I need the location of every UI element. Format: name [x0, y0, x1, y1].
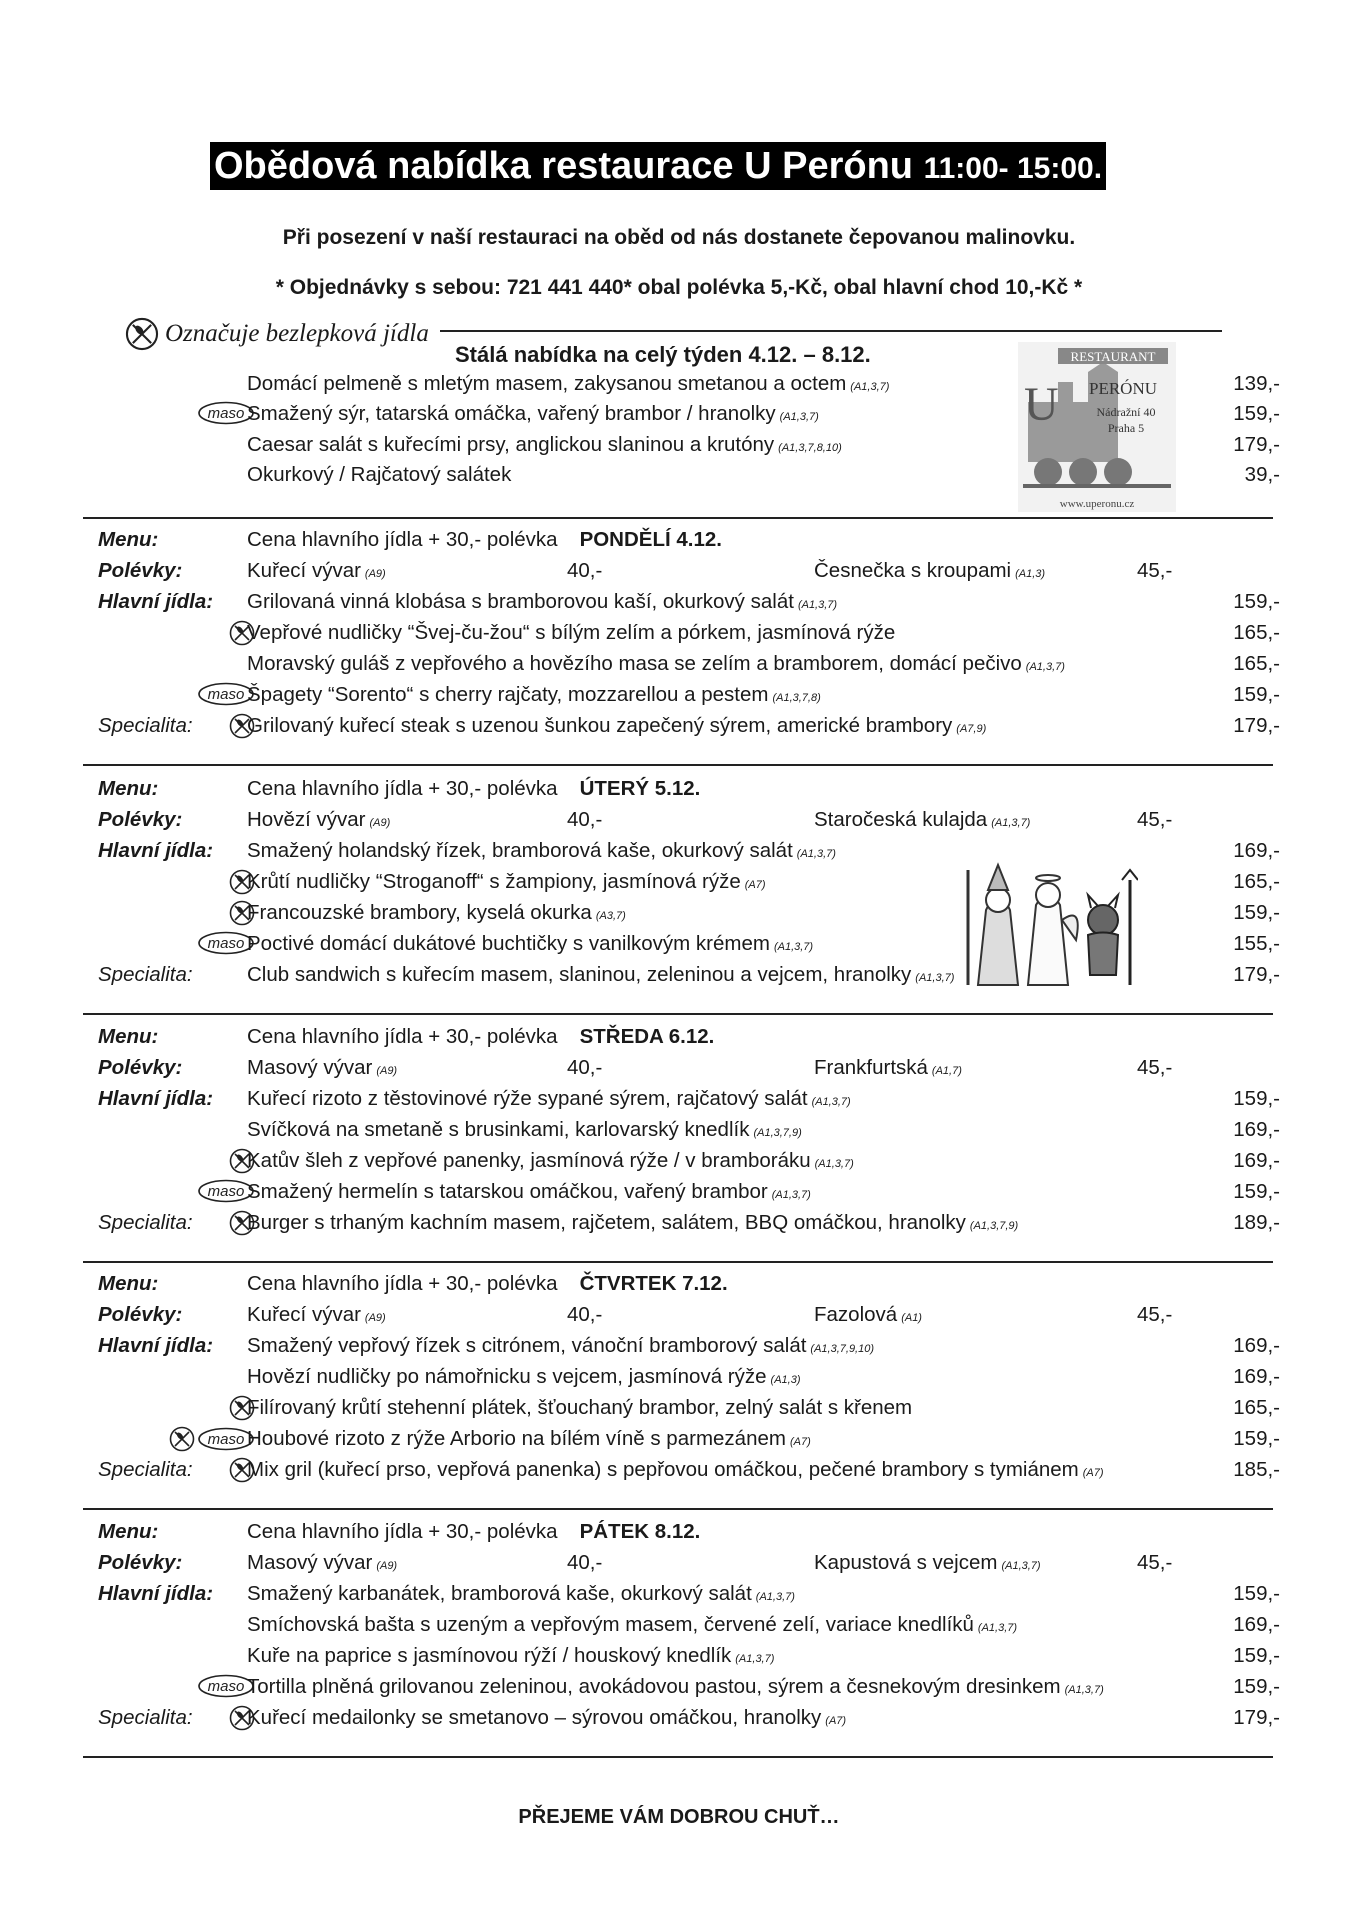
allergens: (A1,3) [770, 1374, 801, 1386]
allergens: (A1,3,7) [779, 411, 819, 423]
row-label: Polévky: [98, 1551, 183, 1574]
svg-text:PERÓNU: PERÓNU [1088, 379, 1158, 398]
section-divider [83, 1756, 1273, 1758]
soup-name: Staročeská kulajda [814, 808, 988, 831]
item-price: 39,- [1244, 463, 1280, 486]
allergens: (A9) [364, 568, 386, 580]
soup-price: 40,- [567, 808, 603, 831]
row-label: Polévky: [98, 559, 183, 582]
item-name: Hovězí nudličky po námořnicku s vejcem, jasmínová rýže [247, 1365, 767, 1388]
item-name: Filírovaný krůtí stehenní plátek, šťouchaný brambor, zelný salát s křenem [247, 1396, 913, 1419]
item-name: Caesar salát s kuřecími prsy, anglickou slaninou a krutóny [247, 433, 775, 456]
day-title: PONDĚLÍ 4.12. [579, 528, 722, 551]
item-price: 159,- [1233, 901, 1280, 924]
item-price: 165,- [1233, 870, 1280, 893]
allergens: (A1,3,7) [735, 1653, 775, 1665]
soup-price: 45,- [1137, 1551, 1173, 1574]
page-title: Obědová nabídka restaurace U Perónu 11:00- 15:00. [210, 142, 1106, 190]
item-price: 159,- [1233, 1180, 1280, 1203]
allergens: (A1,3,7) [811, 1096, 851, 1108]
menu-item [90, 586, 1280, 617]
menu-item [90, 617, 1280, 648]
menu-item [90, 959, 1280, 990]
soup-price: 45,- [1137, 808, 1173, 831]
item-name: Tortilla plněná grilovanou zeleninou, avokádovou pastou, sýrem a česnekovým dresinkem [247, 1675, 1061, 1698]
svg-text:maso: maso [207, 686, 245, 703]
soup-price: 40,- [567, 1056, 603, 1079]
crossed-wheat-icon [169, 1426, 195, 1452]
allergens: (A7) [789, 1436, 811, 1448]
menu-item [90, 1114, 1280, 1145]
svg-text:Nádražní 40: Nádražní 40 [1096, 405, 1156, 419]
row-label: Polévky: [98, 808, 183, 831]
item-price: 159,- [1233, 590, 1280, 613]
allergens: (A1,3,7) [991, 817, 1031, 829]
soup-price: 45,- [1137, 1303, 1173, 1326]
item-price: 159,- [1233, 1582, 1280, 1605]
allergens: (A1) [901, 1312, 922, 1324]
svg-text:maso: maso [207, 1183, 245, 1200]
day-header [90, 1516, 1280, 1547]
allergens: (A1,3,7) [797, 599, 838, 611]
allergens: (A7) [1082, 1467, 1104, 1479]
day-header [90, 1268, 1280, 1299]
menu-item [90, 1454, 1280, 1485]
item-price: 165,- [1233, 652, 1280, 675]
item-name: Mix gril (kuřecí prso, vepřová panenka) s pepřovou omáčkou, pečené brambory s tymiánem [247, 1458, 1079, 1481]
item-price: 139,- [1233, 372, 1280, 395]
menu-item [90, 1330, 1280, 1361]
allergens: (A1,3,7) [915, 972, 955, 984]
menu-item [90, 1083, 1280, 1114]
takeaway-line: * Objednávky s sebou: 721 441 440* obal polévka 5,-Kč, obal hlavní chod 10,-Kč * [275, 276, 1083, 299]
allergens: (A1,3,7) [796, 848, 836, 860]
allergens: (A9) [364, 1312, 386, 1324]
soup-name: Kuřecí vývar [247, 559, 361, 582]
legend-divider [440, 330, 1222, 332]
promo-line: Při posezení v naší restauraci na oběd od nás dostanete čepovanou malinovku. [282, 226, 1076, 249]
item-name: Poctivé domácí dukátové buchtičky s vanilkovým krémem [247, 932, 770, 955]
menu-item [90, 897, 1280, 928]
item-price: 159,- [1233, 683, 1280, 706]
closing-message: PŘEJEME VÁM DOBROU CHUŤ… [518, 1806, 840, 1828]
item-price: 159,- [1233, 1644, 1280, 1667]
menu-item [90, 1361, 1280, 1392]
soup-price: 40,- [567, 1551, 603, 1574]
soups-row [90, 555, 1280, 586]
day-title: STŘEDA 6.12. [579, 1025, 715, 1048]
item-price: 159,- [1233, 1087, 1280, 1110]
item-name: Smažený hermelín s tatarskou omáčkou, vařený brambor [247, 1180, 768, 1203]
day-header [90, 1021, 1280, 1052]
item-price: 165,- [1233, 621, 1280, 644]
allergens: (A1,3,7) [1025, 661, 1065, 673]
item-price: 169,- [1233, 1613, 1280, 1636]
section-divider [83, 1508, 1273, 1510]
item-name: Grilovaná vinná klobása s bramborovou kaší, okurkový salát [247, 590, 794, 613]
row-label: Specialita: [98, 963, 193, 986]
item-name: Svíčková na smetaně s brusinkami, karlovarský knedlík [247, 1118, 750, 1141]
legend-text: Označuje bezlepková jídla [165, 320, 429, 347]
svg-text:Praha 5: Praha 5 [1107, 421, 1145, 435]
item-name: Kuřecí rizoto z těstovinové rýže sypané sýrem, rajčatový salát [247, 1087, 808, 1110]
row-label: Specialita: [98, 1211, 193, 1234]
item-name: Smíchovská bašta s uzeným a vepřovým masem, červené zelí, variace knedlíků [247, 1613, 974, 1636]
menu-item [90, 928, 1280, 959]
item-icons [169, 1426, 255, 1452]
item-name: Domácí pelmeně s mletým masem, zakysanou smetanou a octem [247, 372, 847, 395]
menu-item [90, 1392, 1280, 1423]
allergens: (A7) [744, 879, 766, 891]
allergens: (A9) [369, 817, 391, 829]
menu-item [90, 710, 1280, 741]
soup-name: Masový vývar [247, 1056, 373, 1079]
row-label: Menu: [98, 1025, 159, 1048]
soup-name: Česnečka s kroupami [814, 559, 1012, 582]
menu-item [90, 835, 1280, 866]
svg-text:maso: maso [207, 405, 245, 422]
menu-item [90, 368, 1280, 399]
row-label: Menu: [98, 1272, 159, 1295]
row-label: Polévky: [98, 1303, 183, 1326]
soups-row [90, 804, 1280, 835]
menu-item [90, 429, 1280, 460]
item-name: Kuřecí medailonky se smetanovo – sýrovou omáčkou, hranolky [247, 1706, 822, 1729]
row-label: Polévky: [98, 1056, 183, 1079]
item-name: Moravský guláš z vepřového a hovězího masa se zelím a bramborem, domácí pečivo [247, 652, 1022, 675]
row-label: Hlavní jídla: [98, 1087, 214, 1110]
allergens: (A3,7) [595, 910, 626, 922]
soups-row [90, 1547, 1280, 1578]
item-name: Grilovaný kuřecí steak s uzenou šunkou zapečený sýrem, americké brambory [247, 714, 953, 737]
day-header [90, 524, 1280, 555]
item-name: Smažený karbanátek, bramborová kaše, okurkový salát [247, 1582, 752, 1605]
row-label: Hlavní jídla: [98, 839, 214, 862]
menu-item [90, 398, 1280, 429]
allergens: (A1,3,7,9) [753, 1127, 802, 1139]
row-label: Specialita: [98, 1458, 193, 1481]
row-label: Menu: [98, 1520, 159, 1543]
allergens: (A1,3) [1015, 568, 1046, 580]
soups-row [90, 1299, 1280, 1330]
item-name: Smažený sýr, tatarská omáčka, vařený brambor / hranolky [247, 402, 776, 425]
item-price: 179,- [1233, 1706, 1280, 1729]
item-name: Kuře na paprice s jasmínovou rýží / houskový knedlík [247, 1644, 732, 1667]
soups-row [90, 1052, 1280, 1083]
menu-item [90, 679, 1280, 710]
day-title: ČTVRTEK 7.12. [579, 1272, 728, 1295]
row-label: Hlavní jídla: [98, 1334, 214, 1357]
soup-price: 45,- [1137, 1056, 1173, 1079]
day-header [90, 773, 1280, 804]
item-price: 155,- [1233, 932, 1280, 955]
menu-item [90, 1176, 1280, 1207]
item-name: Špagety “Sorento“ s cherry rajčaty, mozzarellou a pestem [247, 683, 769, 706]
item-name: Burger s trhaným kachním masem, rajčetem, salátem, BBQ omáčkou, hranolky [247, 1211, 966, 1234]
item-price: 189,- [1233, 1211, 1280, 1234]
menu-item [90, 1640, 1280, 1671]
day-title: PÁTEK 8.12. [579, 1520, 701, 1543]
item-price: 169,- [1233, 1365, 1280, 1388]
item-name: Katův šleh z vepřové panenky, jasmínová rýže / v bramboráku [247, 1149, 811, 1172]
allergens: (A1,3,7,8) [772, 692, 821, 704]
item-price: 169,- [1233, 1334, 1280, 1357]
item-price: 185,- [1233, 1458, 1280, 1481]
allergens: (A9) [376, 1065, 398, 1077]
soup-price: 40,- [567, 1303, 603, 1326]
menu-item [90, 1423, 1280, 1454]
item-price: 179,- [1233, 433, 1280, 456]
soup-name: Kapustová s vejcem [814, 1551, 998, 1574]
allergens: (A1,3,7,8,10) [778, 442, 842, 454]
allergens: (A1,3,7) [1001, 1560, 1041, 1572]
menu-price-note: Cena hlavního jídla + 30,- polévka [247, 528, 558, 551]
allergens: (A1,3,7,9) [969, 1220, 1019, 1232]
item-price: 159,- [1233, 1675, 1280, 1698]
weekly-offer-title: Stálá nabídka na celý týden 4.12. – 8.12. [455, 342, 871, 367]
menu-price-note: Cena hlavního jídla + 30,- polévka [247, 1520, 558, 1543]
item-name: Club sandwich s kuřecím masem, slaninou, zeleninou a vejcem, hranolky [247, 963, 912, 986]
svg-text:maso: maso [207, 1431, 245, 1448]
row-label: Specialita: [98, 714, 193, 737]
allergens: (A1,3,7) [1064, 1684, 1104, 1696]
menu-item [90, 1671, 1280, 1702]
item-name: Francouzské brambory, kyselá okurka [247, 901, 592, 924]
item-name: Okurkový / Rajčatový salátek [247, 463, 512, 486]
row-label: Menu: [98, 528, 159, 551]
soup-name: Kuřecí vývar [247, 1303, 361, 1326]
menu-item [90, 1207, 1280, 1238]
menu-item [90, 1145, 1280, 1176]
soup-name: Hovězí vývar [247, 808, 366, 831]
allergens: (A1,7) [931, 1065, 962, 1077]
row-label: Hlavní jídla: [98, 1582, 214, 1605]
item-price: 159,- [1233, 402, 1280, 425]
allergens: (A1,3,7) [814, 1158, 854, 1170]
soup-name: Fazolová [814, 1303, 898, 1326]
soup-price: 45,- [1137, 559, 1173, 582]
item-price: 179,- [1233, 714, 1280, 737]
section-divider [83, 764, 1273, 766]
item-price: 179,- [1233, 963, 1280, 986]
svg-text:U: U [1024, 378, 1059, 431]
soup-name: Frankfurtská [814, 1056, 928, 1079]
item-price: 169,- [1233, 839, 1280, 862]
allergens: (A7) [825, 1715, 847, 1727]
menu-item [90, 459, 1280, 490]
soup-name: Masový vývar [247, 1551, 373, 1574]
row-label: Specialita: [98, 1706, 193, 1729]
section-divider [83, 517, 1273, 519]
allergens: (A1,3,7) [771, 1189, 811, 1201]
allergens: (A9) [376, 1560, 398, 1572]
allergens: (A1,3,7) [755, 1591, 795, 1603]
menu-item [90, 1702, 1280, 1733]
allergens: (A1,3,7) [977, 1622, 1018, 1634]
menu-item [90, 648, 1280, 679]
item-name: Vepřové nudličky “Švej-ču-žou“ s bílým zelím a pórkem, jasmínová rýže [247, 621, 896, 644]
row-label: Hlavní jídla: [98, 590, 214, 613]
soup-price: 40,- [567, 559, 603, 582]
menu-item [90, 1609, 1280, 1640]
item-name: Smažený holandský řízek, bramborová kaše, okurkový salát [247, 839, 793, 862]
allergens: (A1,3,7) [850, 381, 890, 393]
svg-text:RESTAURANT: RESTAURANT [1070, 349, 1156, 364]
item-price: 159,- [1233, 1427, 1280, 1450]
menu-price-note: Cena hlavního jídla + 30,- polévka [247, 1025, 558, 1048]
item-name: Houbové rizoto z rýže Arborio na bílém víně s parmezánem [247, 1427, 786, 1450]
row-label: Menu: [98, 777, 159, 800]
allergens: (A1,3,7) [773, 941, 814, 953]
allergens: (A1,3,7,9,10) [810, 1343, 875, 1355]
legend [125, 316, 429, 352]
section-divider [83, 1261, 1273, 1263]
menu-price-note: Cena hlavního jídla + 30,- polévka [247, 777, 558, 800]
item-price: 169,- [1233, 1149, 1280, 1172]
menu-item [90, 1578, 1280, 1609]
item-name: Krůtí nudličky “Stroganoff“ s žampiony, jasmínová rýže [247, 870, 741, 893]
svg-text:maso: maso [207, 1678, 245, 1695]
item-price: 169,- [1233, 1118, 1280, 1141]
crossed-wheat-icon [125, 317, 159, 351]
menu-price-note: Cena hlavního jídla + 30,- polévka [247, 1272, 558, 1295]
svg-text:maso: maso [207, 935, 245, 952]
section-divider [83, 1013, 1273, 1015]
allergens: (A7,9) [956, 723, 987, 735]
item-name: Smažený vepřový řízek s citrónem, vánoční bramborový salát [247, 1334, 807, 1357]
svg-text:www.uperonu.cz: www.uperonu.cz [1059, 498, 1135, 510]
day-title: ÚTERÝ 5.12. [579, 777, 701, 800]
item-price: 165,- [1233, 1396, 1280, 1419]
menu-item [90, 866, 1280, 897]
